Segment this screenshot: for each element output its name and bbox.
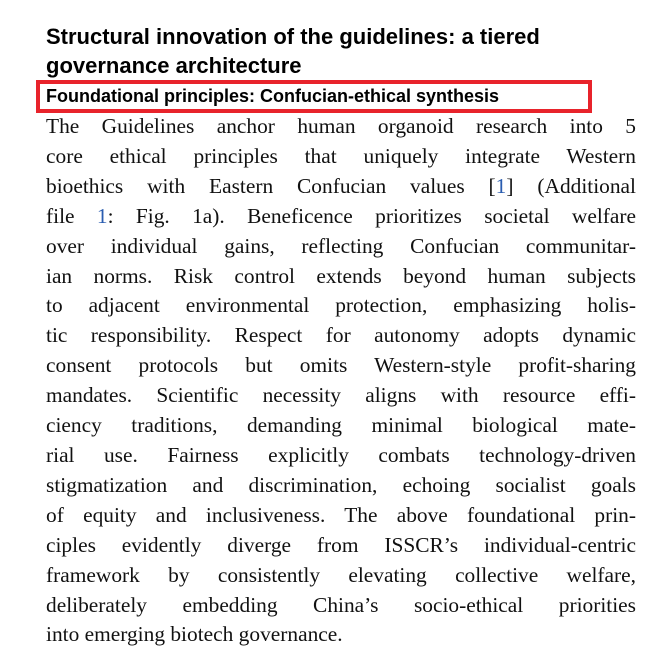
section-heading: Structural innovation of the guidelines: a tiered governance architecture bbox=[46, 24, 540, 78]
paragraph-line: The Guidelines anchor human organoid research into 5 bbox=[46, 114, 636, 138]
paragraph-line: mandates. Scientific necessity aligns with resource effi- bbox=[46, 383, 636, 408]
paragraph-line: tic responsibility. Respect for autonomy adopts dynamic bbox=[46, 323, 636, 348]
paragraph-line bbox=[46, 202, 636, 232]
paragraph-line: core ethical principles that uniquely integrate Western bbox=[46, 143, 636, 168]
line-text: file bbox=[46, 203, 97, 228]
paragraph-line: rial use. Fairness explicitly combats technology-driven bbox=[46, 442, 636, 467]
paragraph-line: consent protocols but omits Western-style profit-sharing bbox=[46, 353, 636, 378]
paragraph-line: to adjacent environmental protection, emphasizing holis- bbox=[46, 293, 636, 318]
additional-file-link[interactable]: 1 bbox=[96, 203, 108, 228]
paragraph-line: stigmatization and discrimination, echoing socialist goals bbox=[46, 472, 636, 497]
paragraph-line: into emerging biotech governance. bbox=[46, 622, 343, 647]
line-text: : Fig. 1a). Beneficence prioritizes societal welfare bbox=[107, 203, 636, 228]
paragraph-line: over individual gains, reflecting Confucian communitar- bbox=[46, 233, 636, 258]
body-paragraph bbox=[46, 112, 636, 650]
paragraph-line bbox=[46, 172, 636, 202]
line-text: ] (Additional bbox=[506, 173, 636, 198]
paragraph-line: ciency traditions, demanding minimal biological mate- bbox=[46, 413, 636, 438]
subsection-heading: Foundational principles: Confucian-ethical synthesis bbox=[46, 86, 500, 106]
paragraph-line: of equity and inclusiveness. The above foundational prin- bbox=[46, 502, 636, 527]
paragraph-line: deliberately embedding China’s socio-ethical priorities bbox=[46, 592, 636, 617]
line-text: bioethics with Eastern Confucian values [ bbox=[46, 173, 496, 198]
paragraph-line: ian norms. Risk control extends beyond human subjects bbox=[46, 263, 636, 288]
paragraph-line: framework by consistently elevating collective welfare, bbox=[46, 562, 636, 587]
citation-link[interactable]: 1 bbox=[495, 173, 507, 198]
paragraph-line: ciples evidently diverge from ISSCR’s individual-centric bbox=[46, 532, 636, 557]
